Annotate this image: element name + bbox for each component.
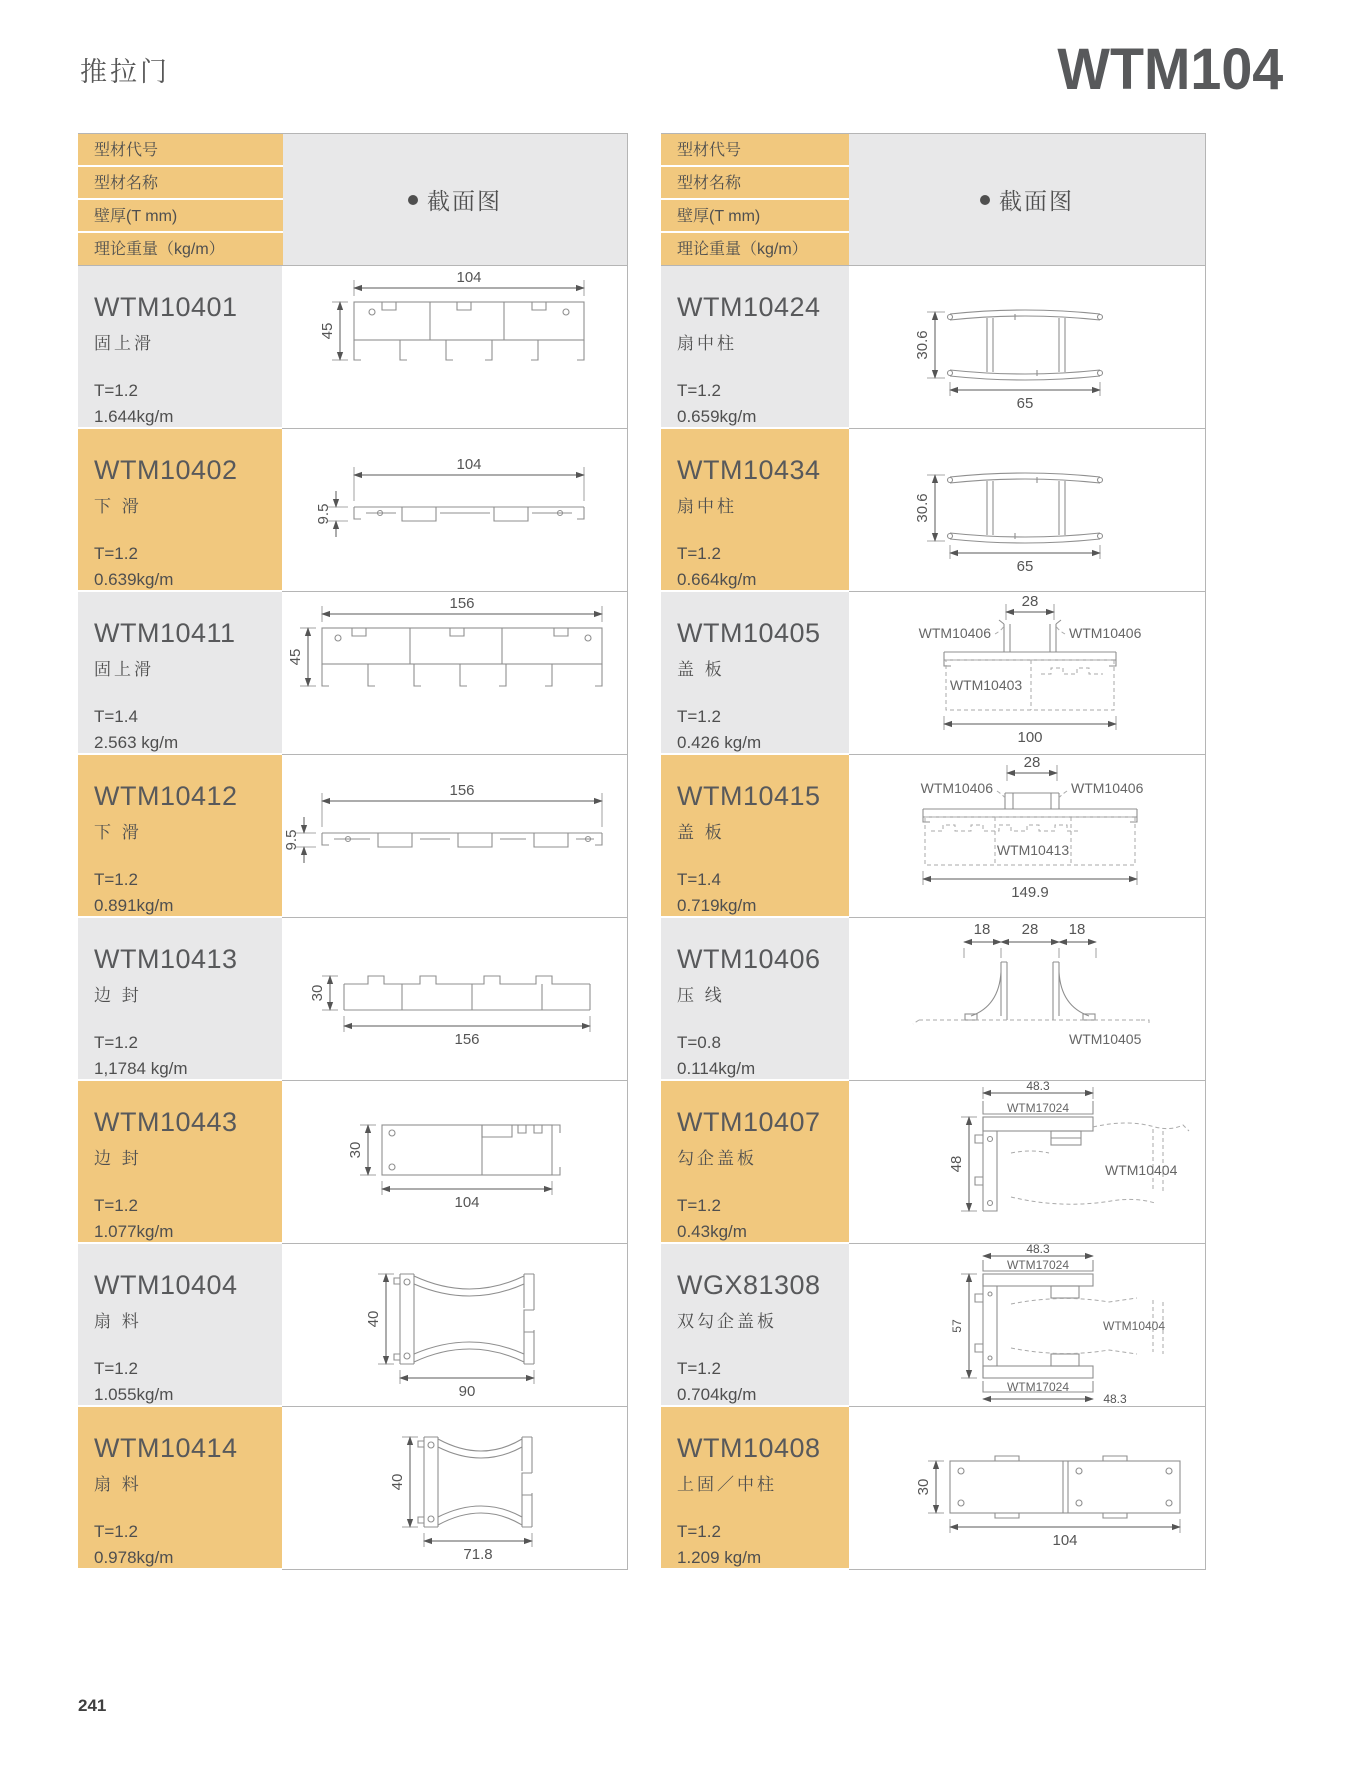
- table-row: [78, 592, 628, 755]
- header-wall-thickness: 壁厚(T mm): [661, 200, 849, 233]
- profile-weight: 2.563 kg/m: [94, 733, 179, 753]
- header-section-view: [283, 134, 628, 266]
- dim-label: 156: [454, 1030, 480, 1048]
- profile-code: WTM10412: [94, 781, 238, 811]
- profile-code: WTM10401: [94, 292, 238, 322]
- profile-weight: 0.659kg/m: [677, 407, 757, 427]
- profile-code: WTM10404: [94, 1270, 238, 1300]
- profile-weight: 1,1784 kg/m: [94, 1059, 188, 1079]
- profile-code: WTM10406: [677, 944, 821, 974]
- header-profile-code: 型材代号: [661, 134, 849, 167]
- profile-thickness: T=1.2: [94, 1196, 138, 1215]
- profile-weight: 0.43kg/m: [677, 1222, 747, 1242]
- dim-label: 18: [973, 920, 990, 938]
- table-row: [661, 266, 1206, 429]
- profile-code: WTM10443: [94, 1107, 238, 1137]
- profile-name: 勾企盖板: [677, 1149, 757, 1168]
- dim-label: 9.5: [283, 829, 300, 850]
- table-row: [661, 592, 1206, 755]
- profile-weight: 0.639kg/m: [94, 570, 174, 590]
- category-title: 推拉门: [80, 57, 170, 87]
- section-drawing: [849, 755, 1206, 918]
- profile-weight: 0.114kg/m: [677, 1059, 756, 1079]
- profile-weight: 0.891kg/m: [94, 896, 174, 916]
- profile-weight: 0.664kg/m: [677, 570, 757, 590]
- profile-thickness: T=1.2: [677, 544, 721, 563]
- profile-weight: 1.077kg/m: [94, 1222, 174, 1242]
- profile-name: 扇 料: [94, 1312, 142, 1331]
- header-profile-name: 型材名称: [661, 167, 849, 200]
- table-row: [78, 266, 628, 429]
- dim-label: 65: [1016, 394, 1033, 412]
- table-row: [661, 918, 1206, 1081]
- profile-name: 扇 料: [94, 1475, 142, 1494]
- dim-label: 100: [1016, 728, 1043, 746]
- section-drawing: [282, 1081, 628, 1244]
- section-drawing: [849, 918, 1206, 1081]
- section-drawing: [282, 755, 628, 918]
- section-drawing: [282, 918, 628, 1081]
- profile-name: 盖 板: [677, 823, 725, 842]
- section-drawing: [849, 1244, 1206, 1407]
- header-profile-name: 型材名称: [78, 167, 283, 200]
- ref-label: WTM10406: [1070, 779, 1143, 796]
- profile-thickness: T=1.2: [677, 1359, 721, 1378]
- dim-label: 48.3: [1025, 1243, 1050, 1256]
- profile-name: 双勾企盖板: [677, 1312, 777, 1331]
- profile-code: WTM10411: [94, 618, 236, 648]
- dim-label: 30: [309, 984, 326, 1001]
- profile-thickness: T=1.2: [94, 544, 138, 563]
- profile-thickness: T=1.2: [94, 1033, 138, 1052]
- ref-label: WTM10413: [996, 841, 1069, 858]
- profile-thickness: T=1.2: [94, 870, 138, 889]
- section-drawing: [849, 429, 1206, 592]
- table-row: [78, 755, 628, 918]
- ref-label: WTM10406: [920, 779, 993, 796]
- profile-weight: 1.209 kg/m: [677, 1548, 762, 1568]
- header-theoretical-weight: 理论重量（kg/m）: [78, 233, 283, 266]
- dim-label: 40: [365, 1310, 382, 1327]
- ref-label: WTM10404: [1102, 1318, 1165, 1333]
- dim-label: 48.3: [1025, 1080, 1050, 1093]
- ref-label: WTM17024: [1006, 1100, 1069, 1115]
- ref-label: WTM10404: [1104, 1161, 1177, 1178]
- profile-name: 边 封: [94, 1149, 142, 1168]
- profile-thickness: T=1.4: [677, 870, 721, 889]
- profile-code: WTM10407: [677, 1107, 821, 1137]
- table-row: [78, 1081, 628, 1244]
- profile-name: 盖 板: [677, 660, 725, 679]
- profile-name: 下 滑: [94, 823, 142, 842]
- dim-label: 30: [347, 1141, 364, 1158]
- dim-label: 48.3: [1102, 1391, 1127, 1406]
- section-view-label: 截面图: [427, 188, 502, 214]
- header-profile-code: 型材代号: [78, 134, 283, 167]
- section-view-label: 截面图: [999, 188, 1074, 214]
- profile-weight: 0.426 kg/m: [677, 733, 762, 753]
- profile-code: WGX81308: [677, 1270, 821, 1300]
- table-row: [661, 1081, 1206, 1244]
- dim-label: 45: [287, 648, 304, 665]
- profile-name: 固上滑: [94, 660, 154, 679]
- profile-weight: 1.055kg/m: [94, 1385, 174, 1405]
- table-row: [661, 755, 1206, 918]
- dim-label: 9.5: [315, 503, 332, 524]
- profile-name: 上固／中柱: [677, 1475, 777, 1494]
- profile-weight: 0.978kg/m: [94, 1548, 174, 1568]
- section-drawing: [282, 592, 628, 755]
- table-row: [78, 1407, 628, 1570]
- section-drawing: [282, 429, 628, 592]
- profile-name: 边 封: [94, 986, 142, 1005]
- ref-label: WTM10406: [1068, 624, 1141, 641]
- table-row: [661, 429, 1206, 592]
- ref-label: WTM17024: [1006, 1379, 1069, 1394]
- section-drawing: [849, 592, 1206, 755]
- profile-code: WTM10414: [94, 1433, 238, 1463]
- dim-label: 156: [449, 594, 475, 612]
- section-drawing: [849, 1081, 1206, 1244]
- profile-name: 扇中柱: [677, 334, 737, 353]
- ref-label: WTM10405: [1068, 1030, 1141, 1047]
- table-row: [661, 1244, 1206, 1407]
- dim-label: 71.8: [463, 1545, 493, 1563]
- profile-name: 下 滑: [94, 497, 142, 516]
- profile-code: WTM10415: [677, 781, 821, 811]
- section-drawing: [282, 1244, 628, 1407]
- dim-label: 28: [1023, 754, 1040, 771]
- profile-thickness: T=1.2: [677, 381, 721, 400]
- profile-name: 扇中柱: [677, 497, 737, 516]
- ref-label: WTM10403: [949, 676, 1022, 693]
- profile-name: 固上滑: [94, 334, 154, 353]
- profile-thickness: T=0.8: [677, 1033, 721, 1052]
- profile-thickness: T=1.2: [677, 1196, 721, 1215]
- dim-label: 65: [1016, 557, 1033, 575]
- profile-thickness: T=1.2: [677, 1522, 721, 1541]
- profile-thickness: T=1.2: [94, 1522, 138, 1541]
- profile-code: WTM10405: [677, 618, 821, 648]
- dim-label: 90: [458, 1382, 476, 1400]
- table-row: [78, 429, 628, 592]
- ref-label: WTM17024: [1006, 1257, 1069, 1272]
- dim-label: 104: [456, 455, 482, 473]
- profile-table-right: [661, 133, 1206, 1570]
- dim-label: 30.6: [913, 329, 931, 360]
- table-row: [78, 1244, 628, 1407]
- profile-thickness: T=1.2: [94, 381, 138, 400]
- table-row: [661, 1407, 1206, 1570]
- table-row: [78, 918, 628, 1081]
- bullet-icon: [980, 195, 990, 205]
- profile-code: WTM10434: [677, 455, 821, 485]
- profile-thickness: T=1.4: [94, 707, 138, 726]
- dim-label: 28: [1021, 592, 1038, 610]
- table-header: [78, 133, 628, 266]
- header-section-view: [849, 134, 1206, 266]
- profile-weight: 0.704kg/m: [677, 1385, 757, 1405]
- section-drawing: [282, 1407, 628, 1570]
- profile-weight: 1.644kg/m: [94, 407, 174, 427]
- table-header: [661, 133, 1206, 266]
- section-drawing: [849, 1407, 1206, 1570]
- ref-label: WTM10406: [918, 624, 991, 641]
- dim-label: 104: [454, 1193, 480, 1211]
- profile-table-left: [78, 133, 628, 1570]
- dim-label: 156: [449, 781, 475, 799]
- profile-name: 压 线: [677, 986, 725, 1005]
- series-code-title: WTM104: [1057, 37, 1283, 102]
- dim-label: 28: [1021, 920, 1038, 938]
- profile-weight: 0.719kg/m: [677, 896, 757, 916]
- dim-label: 18: [1068, 920, 1085, 938]
- dim-label: 104: [456, 268, 482, 286]
- dim-label: 48: [947, 1155, 965, 1172]
- profile-thickness: T=1.2: [94, 1359, 138, 1378]
- dim-label: 57: [949, 1318, 964, 1333]
- profile-code: WTM10402: [94, 455, 238, 485]
- profile-code: WTM10413: [94, 944, 238, 974]
- header-theoretical-weight: 理论重量（kg/m）: [661, 233, 849, 266]
- profile-code: WTM10424: [677, 292, 821, 322]
- dim-label: 149.9: [1010, 883, 1049, 901]
- section-drawing: [282, 266, 628, 429]
- dim-label: 30: [914, 1478, 932, 1495]
- profile-thickness: T=1.2: [677, 707, 721, 726]
- dim-label: 40: [389, 1473, 406, 1490]
- bullet-icon: [408, 195, 418, 205]
- profile-code: WTM10408: [677, 1433, 821, 1463]
- dim-label: 104: [1051, 1531, 1078, 1549]
- header-wall-thickness: 壁厚(T mm): [78, 200, 283, 233]
- dim-label: 30.6: [913, 492, 931, 523]
- section-drawing: [849, 266, 1206, 429]
- page-number: 241: [78, 1696, 107, 1715]
- dim-label: 45: [319, 322, 336, 339]
